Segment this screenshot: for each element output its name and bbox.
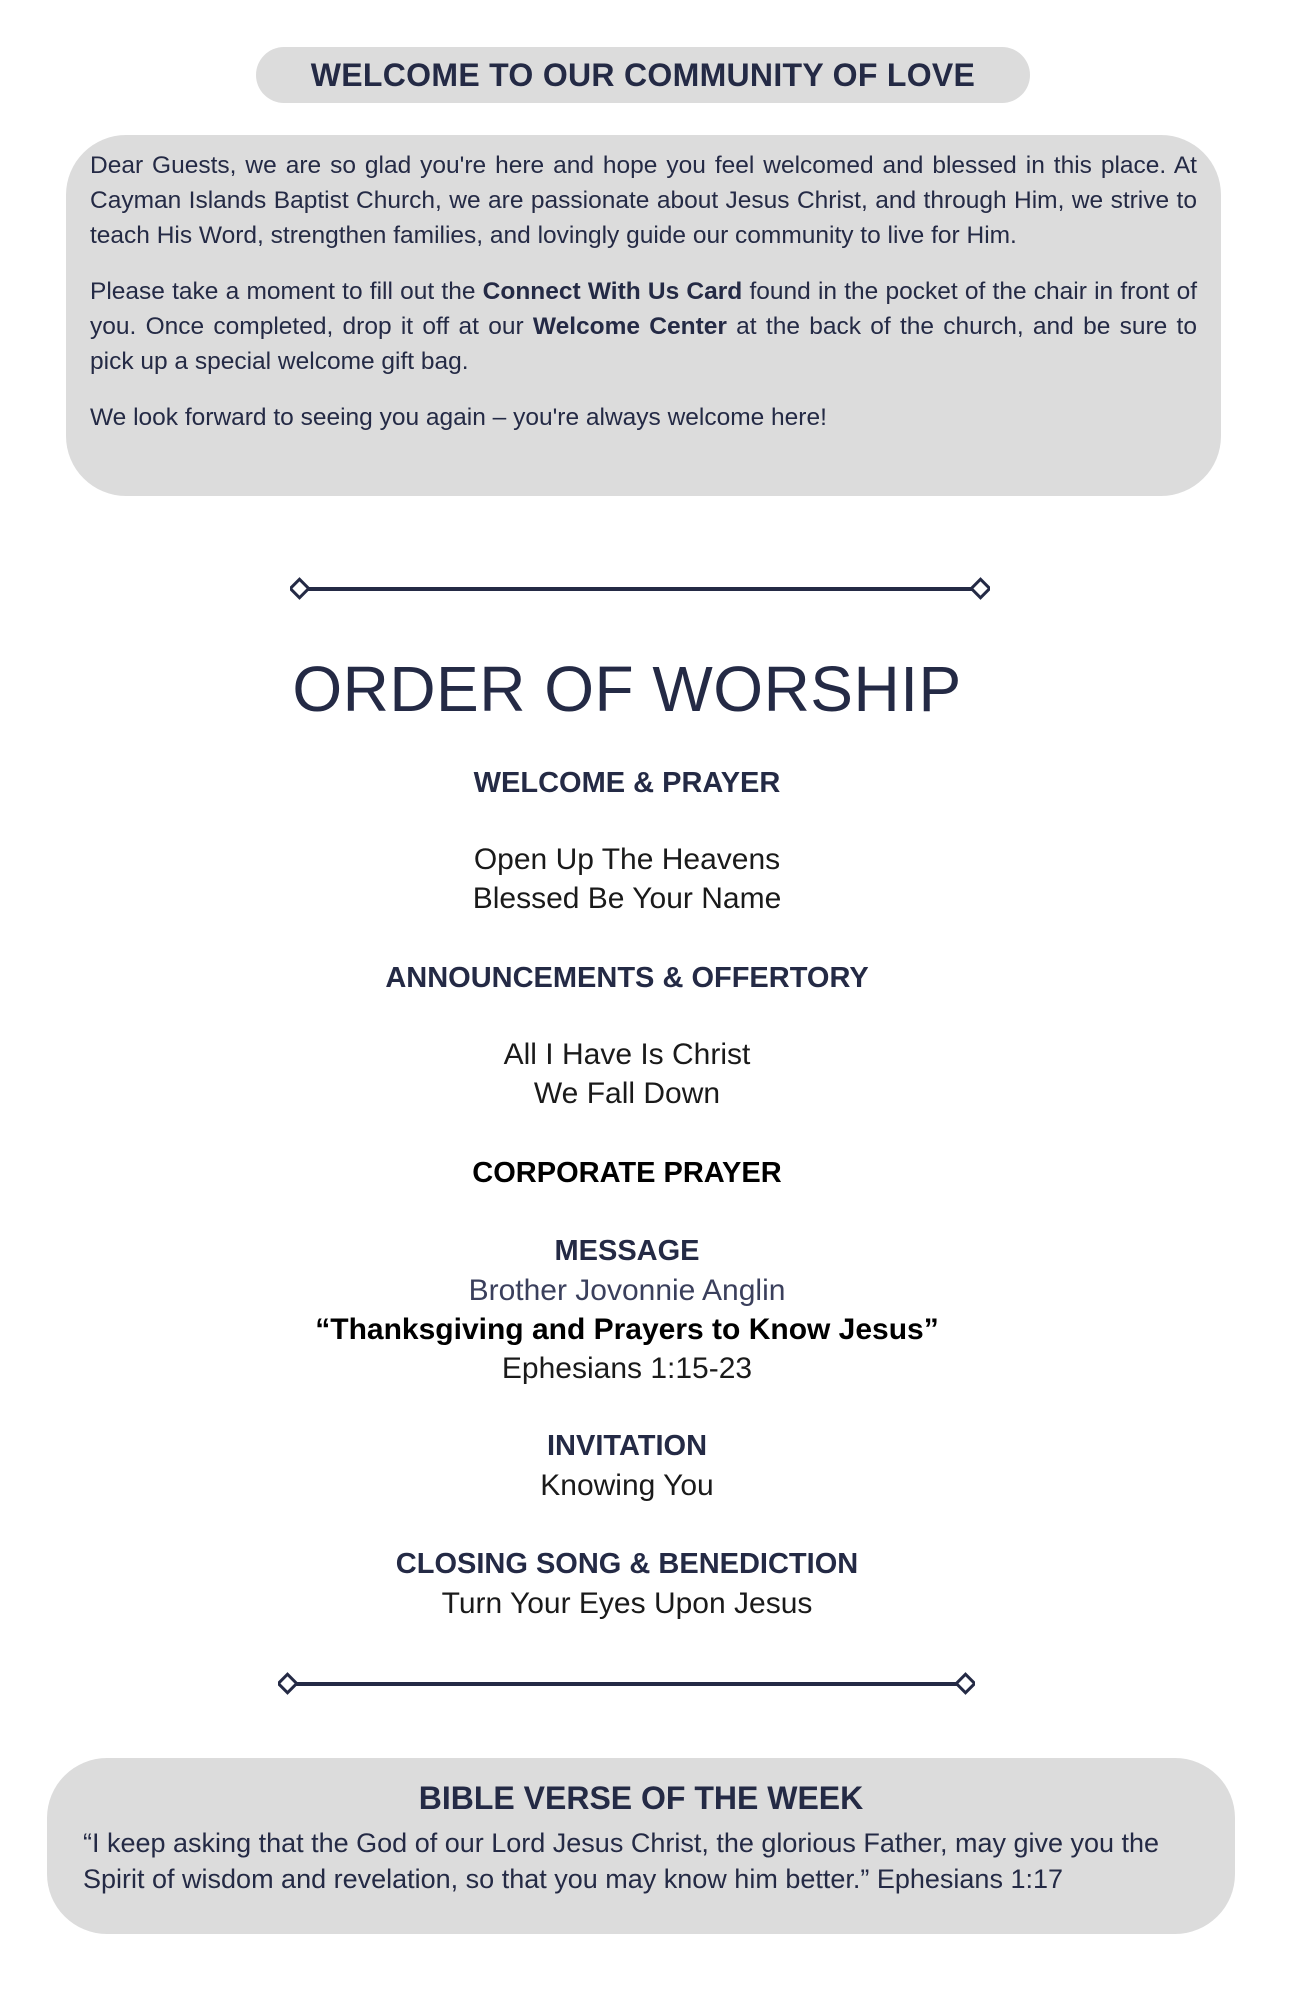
corporate-prayer-heading: CORPORATE PRAYER <box>472 1157 782 1189</box>
song-blessed-be-your-name: Blessed Be Your Name <box>472 882 782 915</box>
song-turn-your-eyes-upon-jesus: Turn Your Eyes Upon Jesus <box>441 1587 813 1620</box>
message-heading: MESSAGE <box>554 1235 700 1267</box>
bible-verse-text: “I keep asking that the God of our Lord Jesus Christ, the glorious Father, may give you the Spirit of wisdom and revelation, so that you may know him better.” Ephesians 1:17 <box>83 1828 1160 1894</box>
announcements-heading: ANNOUNCEMENTS & OFFERTORY <box>385 962 869 994</box>
bible-verse-title: BIBLE VERSE OF THE WEEK <box>418 1780 864 1816</box>
welcome-paragraph-2-text-c: at the back of the church, and be sure to pick up a special welcome gift bag. <box>90 313 1197 375</box>
song-all-i-have-is-christ: All I Have Is Christ <box>503 1038 751 1071</box>
connect-card-label: Connect With Us Card <box>482 278 743 305</box>
welcome-paragraph-2-text-a: Please take a moment to fill out the <box>90 278 483 305</box>
welcome-prayer-heading: WELCOME & PRAYER <box>473 767 781 799</box>
closing-heading: CLOSING SONG & BENEDICTION <box>395 1548 859 1580</box>
song-open-up-the-heavens: Open Up The Heavens <box>473 843 781 876</box>
welcome-panel <box>66 135 1221 496</box>
welcome-paragraph-2 <box>90 274 1197 379</box>
welcome-center-label: Welcome Center <box>532 313 727 340</box>
bible-verse-panel <box>47 1758 1235 1934</box>
invitation-heading: INVITATION <box>546 1430 708 1462</box>
welcome-paragraph-1: Dear Guests, we are so glad you're here and hope you feel welcomed and blessed in this place. At Cayman Islands Baptist Church, we are passionate about Jesus Christ, and through Him, we strive to teach His Word, strengthen families, and lovingly guide our community to live for Him. <box>90 152 1197 249</box>
top-divider <box>290 577 990 601</box>
bottom-divider <box>278 1672 975 1696</box>
welcome-title: WELCOME TO OUR COMMUNITY OF LOVE <box>256 47 1030 103</box>
speaker-name: Brother Jovonnie Anglin <box>468 1274 786 1307</box>
song-knowing-you: Knowing You <box>540 1469 714 1502</box>
order-of-worship-title: ORDER OF WORSHIP <box>292 653 962 725</box>
welcome-paragraph-3: We look forward to seeing you again – you're always welcome here! <box>90 404 827 431</box>
song-we-fall-down: We Fall Down <box>533 1077 721 1110</box>
welcome-paragraph-2-text-b: found in the pocket of the chair in front of you. Once completed, drop it off at our <box>90 278 1198 340</box>
scripture-reference: Ephesians 1:15-23 <box>501 1352 753 1385</box>
sermon-title: “Thanksgiving and Prayers to Know Jesus” <box>315 1313 939 1346</box>
